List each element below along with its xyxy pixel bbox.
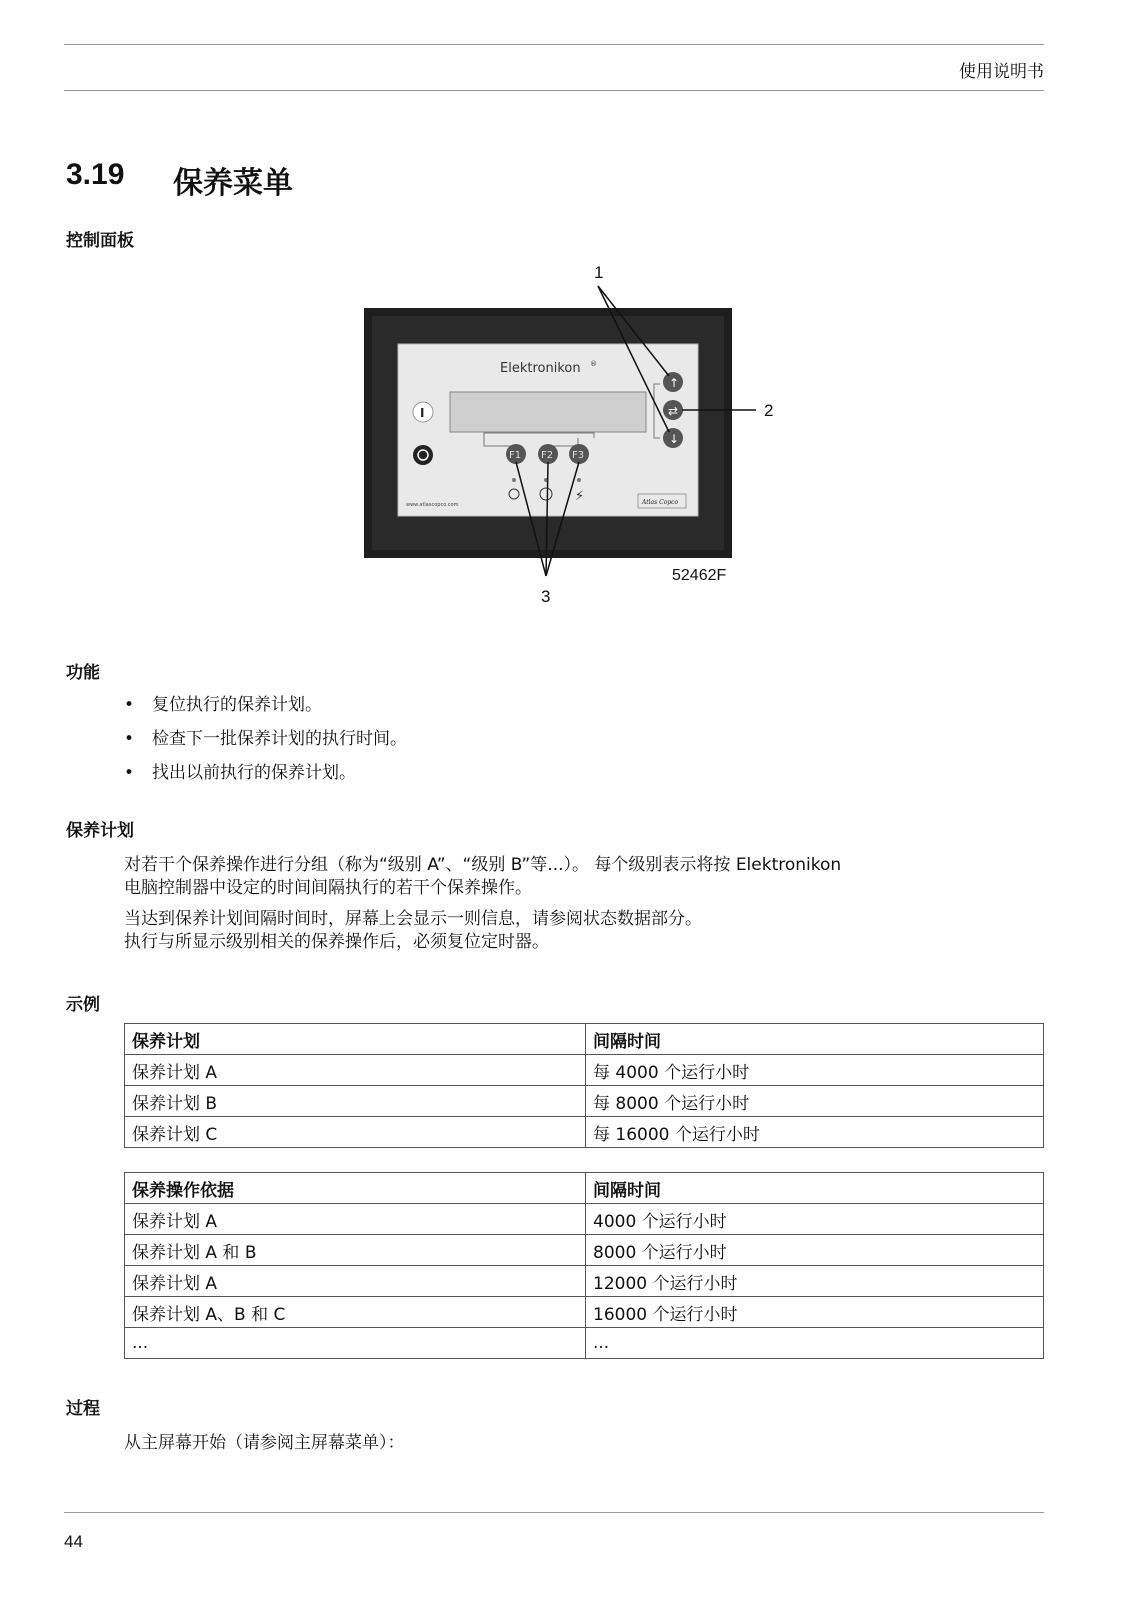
function-heading: 功能 <box>66 663 100 683</box>
led-3 <box>577 478 581 482</box>
plan-paragraph-1-line-1: 对若干个保养操作进行分组（称为“级别 A”、“级别 B”等...）。 每个级别表示将按 Elektronikon <box>124 855 842 875</box>
procedure-text: 从主屏幕开始（请参阅主屏幕菜单）： <box>124 1433 405 1453</box>
stop-button[interactable] <box>413 445 433 465</box>
table-cell: 保养计划 A <box>125 1266 586 1297</box>
website-label: www.atlascopco.com <box>406 502 459 508</box>
arrow-down-icon: ↓ <box>669 432 680 446</box>
table-cell: 保养计划 A <box>125 1204 586 1235</box>
plan-paragraph-1-line-2: 电脑控制器中设定的时间间隔执行的若干个保养操作。 <box>124 878 532 898</box>
table-row <box>125 1086 1044 1117</box>
table-header-row <box>125 1024 1044 1055</box>
brand-mark: ® <box>590 360 597 368</box>
table-row <box>125 1235 1044 1266</box>
table-row <box>125 1055 1044 1086</box>
control-panel-heading: 控制面板 <box>66 231 134 251</box>
table-cell: 12000 个运行小时 <box>586 1266 1044 1297</box>
table-row <box>125 1117 1044 1148</box>
table-row <box>125 1266 1044 1297</box>
start-icon: I <box>420 406 425 420</box>
table-cell: 每 8000 个运行小时 <box>586 1086 1044 1117</box>
table-header-cell: 保养计划 <box>125 1024 586 1055</box>
f3-key-label: F3 <box>572 450 585 461</box>
table-header-cell: 间隔时间 <box>586 1024 1044 1055</box>
f1-key-label: F1 <box>509 450 522 461</box>
arrow-up-icon: ↑ <box>669 376 680 390</box>
control-panel-figure <box>360 258 780 612</box>
plan-paragraph-1 <box>124 854 1024 900</box>
tab-icon: ⇄ <box>668 404 679 418</box>
table-cell: 保养计划 A <box>125 1055 586 1086</box>
table-row <box>125 1328 1044 1359</box>
header-rule-top <box>64 44 1044 45</box>
f2-key-label: F2 <box>541 450 554 461</box>
table-cell: 每 4000 个运行小时 <box>586 1055 1044 1086</box>
table-cell: 4000 个运行小时 <box>586 1204 1044 1235</box>
table-cell: ... <box>586 1328 1044 1359</box>
brand-label: Elektronikon <box>500 361 581 376</box>
plan-paragraph-2-line-1: 当达到保养计划间隔时间时，屏幕上会显示一则信息，请参阅状态数据部分。 <box>124 909 702 929</box>
example-heading: 示例 <box>66 995 100 1015</box>
table-row <box>125 1297 1044 1328</box>
header-title: 使用说明书 <box>959 62 1044 82</box>
section-title: 保养菜单 <box>173 166 293 201</box>
page-number: 44 <box>64 1532 83 1551</box>
plan-heading: 保养计划 <box>66 821 134 841</box>
table-cell: 16000 个运行小时 <box>586 1297 1044 1328</box>
table-cell: 保养计划 B <box>125 1086 586 1117</box>
callout-1: 1 <box>594 263 604 282</box>
list-item: • 复位执行的保养计划。 <box>124 694 407 728</box>
function-list <box>124 694 407 796</box>
figure-code: 52462F <box>672 567 727 584</box>
control-panel-illustration <box>360 258 780 608</box>
led-1 <box>512 478 516 482</box>
plan-interval-table <box>124 1023 1044 1148</box>
list-item: • 检查下一批保养计划的执行时间。 <box>124 728 407 762</box>
table-header-row <box>125 1173 1044 1204</box>
table-cell: ... <box>125 1328 586 1359</box>
callout-2: 2 <box>764 401 774 420</box>
callout-3: 3 <box>541 587 551 606</box>
operation-interval-table <box>124 1172 1044 1359</box>
plan-paragraph-2 <box>124 908 1024 954</box>
list-item: • 找出以前执行的保养计划。 <box>124 762 407 796</box>
table-header-cell: 保养操作依据 <box>125 1173 586 1204</box>
section-number: 3.19 <box>66 158 125 191</box>
table-cell: 每 16000 个运行小时 <box>586 1117 1044 1148</box>
table-row <box>125 1204 1044 1235</box>
footer-rule <box>64 1512 1044 1513</box>
table-cell: 保养计划 C <box>125 1117 586 1148</box>
voltage-indicator-icon: ⚡ <box>575 489 585 504</box>
table-cell: 保养计划 A、B 和 C <box>125 1297 586 1328</box>
atlas-copco-logo: Atlas Copco <box>642 499 679 506</box>
procedure-heading: 过程 <box>66 1399 100 1419</box>
header-rule-bottom <box>64 90 1044 91</box>
table-cell: 保养计划 A 和 B <box>125 1235 586 1266</box>
lcd-display <box>450 392 646 432</box>
plan-paragraph-2-line-2: 执行与所显示级别相关的保养操作后，必须复位定时器。 <box>124 932 549 952</box>
table-header-cell: 间隔时间 <box>586 1173 1044 1204</box>
table-cell: 8000 个运行小时 <box>586 1235 1044 1266</box>
